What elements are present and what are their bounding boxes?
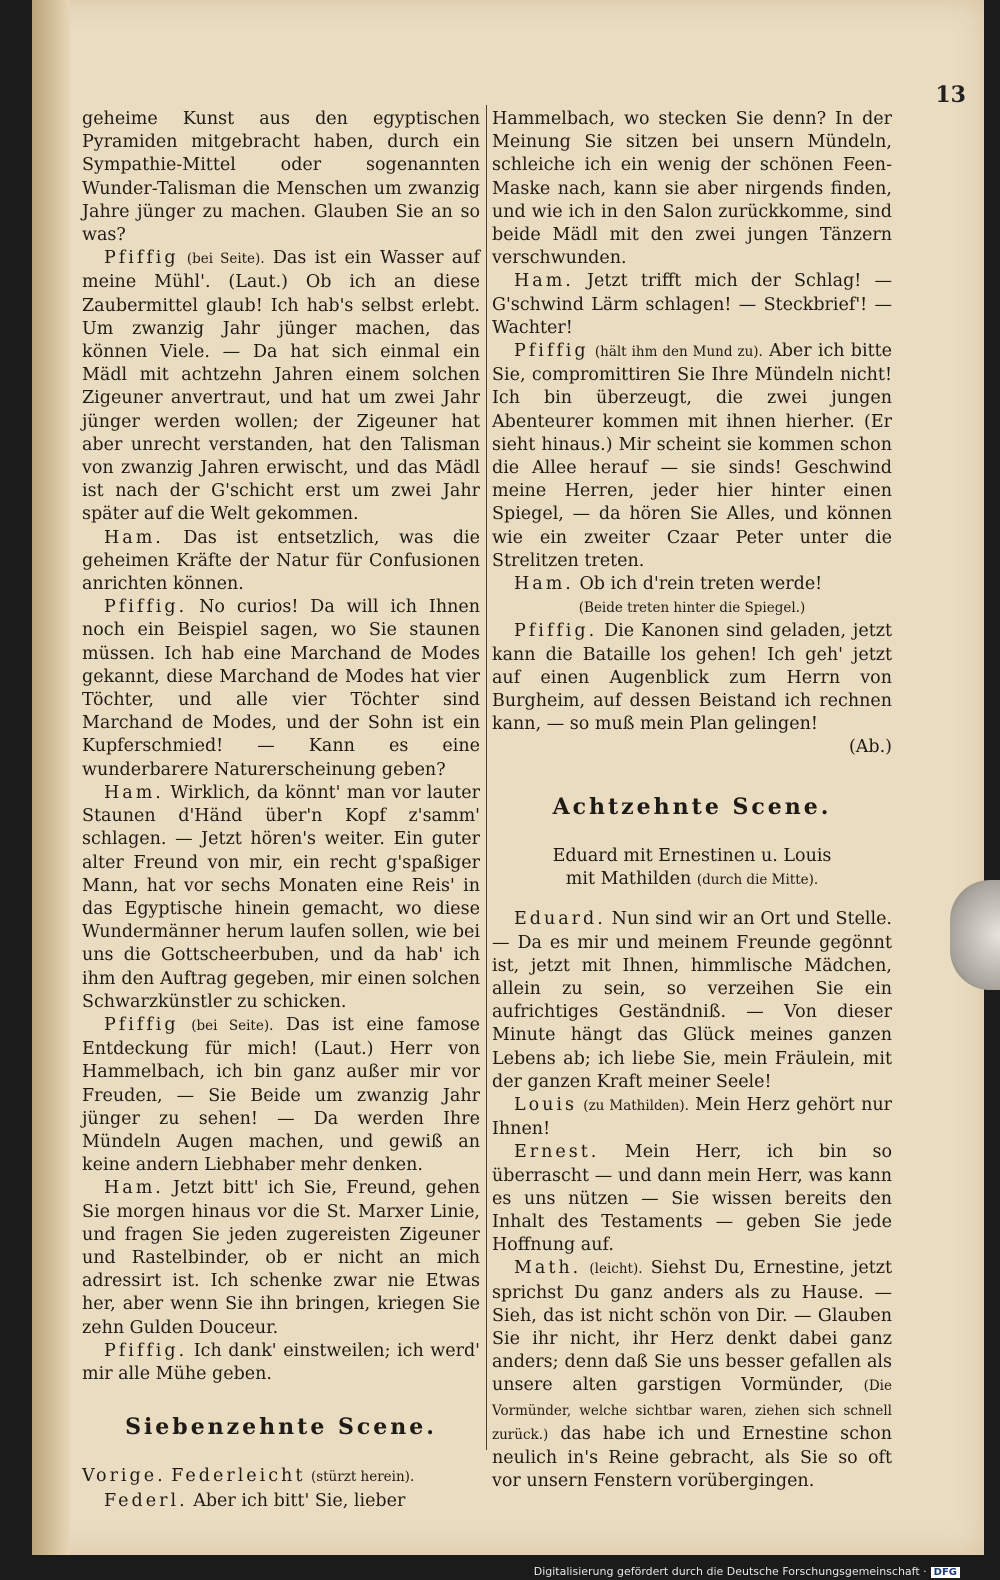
paragraph (492, 340, 892, 573)
scene-heading: Achtzehnte Scene. (552, 793, 832, 820)
book-page (32, 0, 984, 1555)
paragraph (82, 596, 480, 782)
left-column (82, 108, 480, 1513)
paragraph (492, 1257, 892, 1493)
dialogue-text: Siehst Du, Ernestine, jetzt sprichst Du ganz anders als zu Hause. — Sieh, das ist nicht schön von Dir. — Glauben Sie ihr nicht, ihr Herz denkt dabei ganz anders; denn daß Sie uns besser gefallen als unsere alten garstigen Vormünder, (492, 1258, 892, 1396)
paragraph (82, 527, 480, 597)
dialogue-text: Jetzt trifft mich der Schlag! — G'schwind Lärm schlagen! — Steckbrief'! — Wachter! (492, 271, 892, 338)
dialogue-text: Das ist ein Wasser auf meine Mühl'. (Laut.) Ob ich an diese Zaubermittel glaub! Ich hab's selbst erlebt. Um zwanzig Jahr jünger machen, das können Viele. — Da hat sich einmal ein Mädl mit achtzehn Jahren einem solchen Zigeuner anvertraut, und hat um zwei Jahr jünger werden wollen; der Zigeuner hat aber unrecht verstanden, hat den Talisman von zwanzig Jahren erwischt, und das Mädl ist nach der G'schicht erst um zwei Jahr später auf die Welt gekommen. (82, 248, 480, 525)
scene-heading: Siebenzehnte Scene. (125, 1414, 437, 1441)
dialogue-text: Die Kanonen sind geladen, jetzt kann die Bataille los gehen! Ich geh' jetzt auf einen Augenblick zum Herrn von Burgheim, auf dessen Beistand ich rechnen kann, — so muß mein Plan gelingen! (492, 621, 892, 735)
cast-line (82, 1465, 480, 1489)
paragraph (82, 1490, 480, 1513)
paragraph (82, 1340, 480, 1386)
paragraph (492, 1094, 892, 1141)
dfg-logo: DFG (931, 1567, 960, 1578)
speaker-name: Louis (514, 1094, 578, 1115)
stage-direction: (bei Seite). (186, 251, 265, 268)
speaker-name: Pfiffig (514, 341, 589, 362)
dialogue-text: Mein Herr, ich bin so überrascht — und dann mein Herr, was kann es uns nützen — Sie wissen bereits den Inhalt des Testaments — geben Sie jede Hoffnung auf. (492, 1142, 892, 1256)
paragraph (492, 908, 892, 1094)
page-clasp (950, 880, 1000, 990)
stage-direction: (Beide treten hinter die Spiegel.) (578, 600, 806, 617)
stage-direction: (Die Vormünder, welche sichtbar waren, ziehen sich schnell zurück.) (492, 1378, 892, 1443)
stage-direction: (hält ihm den Mund zu). (594, 344, 763, 361)
cast-list (492, 845, 892, 892)
speaker-name: Ernest. (514, 1142, 600, 1163)
speaker-name: Pfiffig. (104, 1340, 188, 1361)
cast-name: Federleicht (171, 1466, 306, 1487)
speaker-name: Pfiffig (104, 248, 179, 269)
speaker-name: Pfiffig. (104, 597, 188, 618)
paragraph (82, 1177, 480, 1339)
right-column (492, 108, 892, 1493)
dialogue-text: Wirklich, da könnt' man vor lauter Staunen d'Händ über'n Kopf z'samm' schlagen. — Jetzt hören's weiter. Ein guter alter Freund von mir, ein recht g'spaßiger Mann, hat vor sechs Monaten eine Reis' in das Egyptische hinein gemacht, wo diese Wundermänner herum laufen sollen, wie bei uns die Gottscheerbuben, und da hab' ich ihm den Auftrag gegeben, mir einen solchen Schwarzkünstler zu schicken. (82, 782, 480, 1012)
column-divider (486, 105, 487, 1450)
paragraph: geheime Kunst aus den egyptischen Pyramiden mitgebracht haben, durch ein Sympathie-Mittel oder sogenannten Wunder-Talisman die Menschen um zwanzig Jahre jünger zu machen. Glauben Sie an so was? (82, 109, 480, 246)
dialogue-text: No curios! Da will ich Ihnen noch ein Beispiel sagen, wo Sie staunen müssen. Ich hab eine Marchand de Modes gekannt, diese Marchand de Modes hat vier Töchter, und alle vier Töchter sind Marchand de Modes, und der Sohn ist ein Kupferschmied! — Kann es eine wunderbarere Naturerscheinung geben? (82, 597, 480, 780)
paragraph (492, 270, 892, 340)
exit-direction: (Ab.) (848, 737, 892, 758)
speaker-name: Ham. (104, 1178, 164, 1199)
paragraph: Hammelbach, wo stecken Sie denn? In der Meinung Sie sitzen bei unsern Mündeln, schleiche ich ein wenig der schönen Feen-Maske nach, kann sie aber nirgends finden, und wie ich in den Salon zurückkomme, sind beide Mädl mit den zwei jungen Tänzern verschwunden. (492, 109, 892, 269)
dialogue-text: das habe ich und Ernestine schon neulich in's Reine gebracht, als Sie so oft vor unsern Fenstern vorübergingen. (492, 1423, 892, 1492)
paragraph (492, 1141, 892, 1257)
stage-direction: (zu Mathilden). (583, 1097, 689, 1114)
speaker-name: Federl. (104, 1490, 188, 1511)
paragraph (492, 620, 892, 736)
dialogue-text: Ich dank' einstweilen; ich werd' mir alle Mühe geben. (82, 1340, 480, 1384)
speaker-name: Math. (514, 1258, 582, 1279)
cast-name: Vorige. (82, 1466, 166, 1487)
speaker-name: Ham. (514, 271, 574, 292)
dialogue-text: Das ist eine famose Entdeckung für mich! (Laut.) Herr von Hammelbach, ich bin ganz außer mir vor Freuden, — Sie Beide um zwanzig Jahr jünger zu sehen! — Da werden Ihre Mündeln Augen machen, und gewiß an keine andern Liebhaber mehr denken. (82, 1014, 480, 1176)
stage-direction: (bei Seite). (191, 1017, 274, 1034)
speaker-name: Ham. (104, 527, 164, 548)
paragraph (82, 1014, 480, 1177)
speaker-name: Ham. (104, 782, 164, 803)
cast-name: mit Mathilden (565, 869, 692, 890)
cast-line: Eduard mit Ernestinen u. Louis (552, 845, 832, 866)
stage-direction: (leicht). (589, 1261, 643, 1278)
speaker-name: Ham. (514, 574, 574, 595)
dialogue-text: Jetzt bitt' ich Sie, Freund, gehen Sie morgen hinaus vor die St. Marxer Linie, und fragen Sie jeden zugereisten Zigeuner und Rastelbinder, ob er nicht an mich adressirt ist. Ich schenke zwar nie Etwas her, aber wenn Sie ihn bringen, kriegen Sie zehn Gulden Douceur. (82, 1178, 480, 1338)
paragraph (82, 247, 480, 526)
paragraph (82, 782, 480, 1014)
dialogue-text: Aber ich bitt' Sie, lieber (193, 1490, 406, 1511)
dialogue-text: Das ist entsetzlich, was die geheimen Kräfte der Natur für Confusionen anrichten können. (82, 527, 480, 595)
cast-line (492, 868, 892, 892)
dialogue-text: Mein Herz gehört nur Ihnen! (492, 1094, 892, 1140)
dialogue-text: Aber ich bitte Sie, compromittiren Sie Ihre Mündeln nicht! Ich bin überzeugt, die zwei jungen Abenteurer kommen mit ihnen hierher. (Er sieht hinaus.) Mir scheint sie kommen schon die Allee herauf — sie sinds! Geschwind meine Herren, jeder hier hinter einen Spiegel, — da hören Sie Alles, und können wie ein zweiter Czaar Peter unter die Strelitzen treten. (492, 341, 892, 571)
book-binding (32, 0, 70, 1555)
dialogue-text: Ob ich d'rein treten werde! (579, 574, 823, 595)
speaker-name: Pfiffig. (514, 621, 598, 642)
stage-direction-line (492, 596, 892, 620)
paragraph (492, 573, 892, 596)
footer-text: Digitalisierung gefördert durch die Deutsche Forschungsgemeinschaft · (533, 1565, 927, 1578)
stage-direction: (durch die Mitte). (696, 872, 819, 889)
page-number: 13 (935, 82, 966, 108)
stage-direction: (stürzt herein). (310, 1469, 415, 1486)
dialogue-text: Nun sind wir an Ort und Stelle. — Da es mir und meinem Freunde gegönnt ist, jetzt mit Ihnen, himmlische Mädchen, allein zu sein, so verzeihen Sie ein aufrichtiges Geständniß. — Von dieser Minute hängt das Glück meines ganzen Lebens ab; ich liebe Sie, mein Fräulein, mit der ganzen Kraft meiner Seele! (492, 909, 892, 1092)
speaker-name: Eduard. (514, 909, 606, 930)
speaker-name: Pfiffig (104, 1014, 179, 1035)
footer (0, 1565, 1000, 1578)
